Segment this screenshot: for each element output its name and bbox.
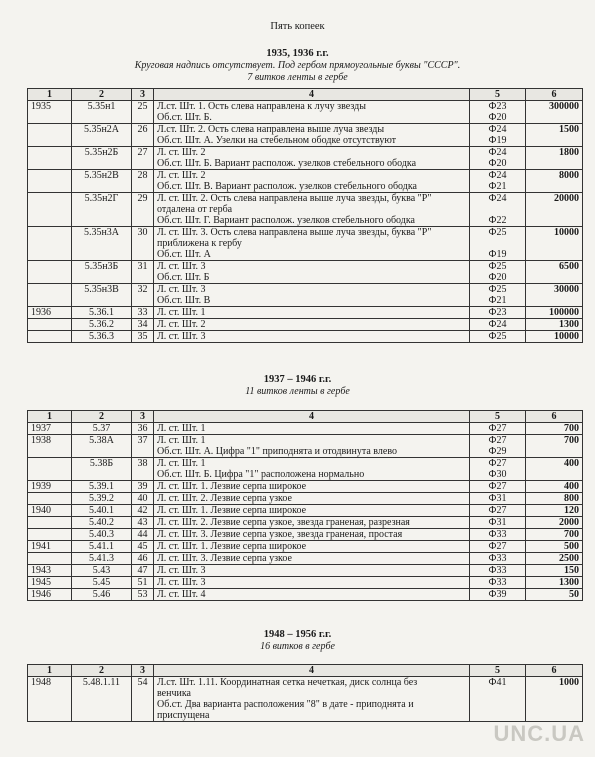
die-line: Ф33 [488,529,507,540]
year-cell: 1946 [28,589,72,601]
description-line: Л. ст. Шт. 3 [157,261,206,272]
catalog-table-1935 [27,88,583,343]
description-cell [154,101,470,124]
number-cell: 25 [132,101,154,124]
die-cell [470,435,526,458]
number-cell: 27 [132,147,154,170]
code-cell: 5.35н2В [72,170,132,193]
description-cell [154,147,470,170]
year-cell: 1935 [28,101,72,124]
code-cell: 5.37 [72,423,132,435]
description-cell [154,589,470,601]
number-cell: 44 [132,529,154,541]
section-subtitle-1948 [0,641,595,653]
year-cell [28,458,72,481]
description-cell [154,493,470,505]
description-line: Л. ст. Шт. 3. Лезвие серпа узкое, звезда граненая, простая [157,529,403,540]
die-line [473,238,522,249]
description-cell [154,331,470,343]
year-cell [28,147,72,170]
subtitle-line: 16 витков в гербе [260,641,335,652]
header-cell: 5 [470,665,526,677]
header-cell: 4 [154,411,470,423]
description-line: Л.ст. Шт. 1.11. Координатная сетка нечеткая, диск солнца без [157,677,418,688]
header-cell: 2 [72,411,132,423]
die-line: Ф23 [488,101,507,112]
code-cell: 5.38А [72,435,132,458]
year-cell: 1941 [28,541,72,553]
die-cell [470,227,526,261]
table-row [28,517,583,529]
header-cell: 4 [154,665,470,677]
table-row [28,493,583,505]
die-line: Ф27 [488,435,507,446]
die-line: Ф29 [488,446,507,457]
code-cell: 5.35н2А [72,124,132,147]
table-row [28,193,583,227]
description-cell [154,517,470,529]
number-cell: 31 [132,261,154,284]
die-line: Ф31 [488,517,507,528]
description-line: Л. ст. Шт. 4 [157,589,206,600]
description-line: Об.ст. Два варианта расположения "8" в дате - приподнята и [157,699,414,710]
code-cell: 5.35н3В [72,284,132,307]
code-cell: 5.40.1 [72,505,132,517]
description-cell [154,481,470,493]
table-row [28,677,583,722]
price-cell: 1000 [526,677,583,722]
die-cell [470,505,526,517]
header-cell: 6 [526,411,583,423]
description-line: Об.ст. Шт. А. Узелки на стебельном ободке отсутствуют [157,135,397,146]
description-cell [154,458,470,481]
code-cell: 5.35н2Г [72,193,132,227]
year-cell [28,553,72,565]
table-row [28,565,583,577]
header-cell: 4 [154,89,470,101]
description-cell [154,435,470,458]
die-cell [470,589,526,601]
die-line: Ф31 [488,493,507,504]
die-cell [470,565,526,577]
code-cell: 5.38Б [72,458,132,481]
die-cell [470,261,526,284]
description-line: Л. ст. Шт. 1. Лезвие серпа широкое [157,541,307,552]
code-cell: 5.40.3 [72,529,132,541]
subtitle-line: 11 витков ленты в гербе [245,386,350,397]
year-cell: 1936 [28,307,72,319]
code-cell: 5.39.1 [72,481,132,493]
table-row [28,589,583,601]
description-line: Об.ст. Шт. Б. Цифра "1" расположена нормально [157,469,365,480]
description-line: Об.ст. Шт. Б. Вариант располож. узелков стебельного ободка [157,158,417,169]
price-cell: 500 [526,541,583,553]
table-row [28,101,583,124]
description-cell [154,553,470,565]
die-cell [470,193,526,227]
die-line: Ф24 [488,147,507,158]
code-cell: 5.35н1 [72,101,132,124]
die-cell [470,517,526,529]
year-cell [28,493,72,505]
die-cell [470,541,526,553]
year-cell: 1938 [28,435,72,458]
description-line: Об.ст. Шт. В. Вариант располож. узелков стебельного ободка [157,181,417,192]
die-cell [470,677,526,722]
code-cell: 5.35н2Б [72,147,132,170]
year-cell: 1940 [28,505,72,517]
description-line: Об.ст. Шт. А [157,249,211,260]
die-line: Ф24 [488,319,507,330]
code-cell: 5.35н3Б [72,261,132,284]
description-cell [154,261,470,284]
year-cell [28,227,72,261]
table-row [28,577,583,589]
description-line: Л. ст. Шт. 2. Ость слева направлена выше луча звезды, буква "Р" [157,193,432,204]
price-cell: 300000 [526,101,583,124]
die-cell [470,147,526,170]
die-line: Ф24 [488,170,507,181]
header-cell: 6 [526,665,583,677]
description-cell [154,193,470,227]
price-cell: 1300 [526,577,583,589]
header-cell: 6 [526,89,583,101]
subtitle-line: Круговая надпись отсутствует. Под гербом прямоугольные буквы "СССР". [134,60,461,71]
description-line: отдалена от герба [157,204,233,215]
die-line: Ф25 [488,261,507,272]
die-line: Ф39 [488,589,507,600]
description-line: Л.ст. Шт. 1. Ость слева направлена к лучу звезды [157,101,366,112]
price-cell: 1300 [526,319,583,331]
description-line: Об.ст. Шт. Б. [157,112,212,123]
year-cell: 1937 [28,423,72,435]
number-cell: 47 [132,565,154,577]
table-row [28,170,583,193]
code-cell: 5.45 [72,577,132,589]
code-cell: 5.36.3 [72,331,132,343]
table-row [28,124,583,147]
die-cell [470,458,526,481]
number-cell: 30 [132,227,154,261]
price-cell: 8000 [526,170,583,193]
price-cell: 120 [526,505,583,517]
die-cell [470,319,526,331]
description-line: Л. ст. Шт. 2 [157,319,206,330]
header-row [28,411,583,423]
code-cell: 5.48.1.11 [72,677,132,722]
die-line [473,204,522,215]
die-line: Ф25 [488,331,507,342]
die-line: Ф30 [488,469,507,480]
header-row [28,665,583,677]
table-row [28,529,583,541]
year-cell [28,170,72,193]
die-cell [470,124,526,147]
table-row [28,331,583,343]
year-cell [28,529,72,541]
description-line: Л. ст. Шт. 2. Лезвие серпа узкое [157,493,292,504]
die-line: Ф21 [488,181,507,192]
header-cell: 1 [28,411,72,423]
table-row [28,147,583,170]
die-cell [470,170,526,193]
number-cell: 26 [132,124,154,147]
price-cell: 2500 [526,553,583,565]
die-line: Ф22 [488,215,507,226]
header-cell: 2 [72,89,132,101]
description-line: Л. ст. Шт. 3. Ость слева направлена выше луча звезды, буква "Р" [157,227,432,238]
price-cell: 2000 [526,517,583,529]
code-cell: 5.39.2 [72,493,132,505]
number-cell: 43 [132,517,154,529]
number-cell: 34 [132,319,154,331]
number-cell: 39 [132,481,154,493]
subtitle-line: 7 витков ленты в гербе [247,72,348,83]
price-cell: 1800 [526,147,583,170]
header-cell: 5 [470,411,526,423]
description-line: Л. ст. Шт. 1 [157,423,206,434]
price-cell: 150 [526,565,583,577]
description-cell [154,565,470,577]
description-line: Об.ст. Шт. В [157,295,211,306]
die-line: Ф23 [488,307,507,318]
die-line: Ф24 [488,193,507,204]
description-line: Об.ст. Шт. Б [157,272,210,283]
table-row [28,458,583,481]
description-line: приспущена [157,710,210,721]
code-cell: 5.41.3 [72,553,132,565]
number-cell: 54 [132,677,154,722]
code-cell: 5.41.1 [72,541,132,553]
description-cell [154,677,470,722]
table-row [28,307,583,319]
number-cell: 36 [132,423,154,435]
die-cell [470,577,526,589]
table-row [28,261,583,284]
description-cell [154,529,470,541]
number-cell: 29 [132,193,154,227]
description-cell [154,284,470,307]
die-line: Ф33 [488,565,507,576]
die-line: Ф19 [488,135,507,146]
description-line: Л. ст. Шт. 3 [157,331,206,342]
catalog-table-1948 [27,664,583,722]
header-cell: 1 [28,89,72,101]
description-cell [154,307,470,319]
code-cell: 5.36.1 [72,307,132,319]
price-cell: 800 [526,493,583,505]
number-cell: 53 [132,589,154,601]
number-cell: 37 [132,435,154,458]
description-line: Л. ст. Шт. 1 [157,458,206,469]
description-line: Об.ст. Шт. Г. Вариант располож. узелков стебельного ободка [157,215,415,226]
header-row [28,89,583,101]
price-cell: 700 [526,423,583,435]
price-cell: 700 [526,435,583,458]
description-line: приближена к гербу [157,238,242,249]
die-line: Ф33 [488,577,507,588]
number-cell: 42 [132,505,154,517]
die-line: Ф19 [488,249,507,260]
section-title-1935: 1935, 1936 г.г. [266,48,329,59]
description-cell [154,170,470,193]
die-line: Ф27 [488,423,507,434]
year-cell [28,319,72,331]
price-cell: 50 [526,589,583,601]
price-cell: 30000 [526,284,583,307]
year-cell [28,124,72,147]
number-cell: 45 [132,541,154,553]
table-row [28,541,583,553]
header-cell: 3 [132,411,154,423]
price-cell: 10000 [526,331,583,343]
price-cell: 1500 [526,124,583,147]
description-cell [154,541,470,553]
die-line: Ф27 [488,505,507,516]
header-cell: 3 [132,89,154,101]
code-cell: 5.46 [72,589,132,601]
table-row [28,505,583,517]
page-title: Пять копеек [270,21,325,32]
number-cell: 51 [132,577,154,589]
die-line: Ф33 [488,553,507,564]
header-cell: 2 [72,665,132,677]
description-cell [154,505,470,517]
die-line: Ф27 [488,458,507,469]
die-line: Ф21 [488,295,507,306]
code-cell: 5.40.2 [72,517,132,529]
year-cell [28,331,72,343]
price-cell: 6500 [526,261,583,284]
year-cell [28,284,72,307]
die-cell [470,307,526,319]
die-line: Ф41 [488,677,507,688]
description-cell [154,423,470,435]
table-row [28,284,583,307]
die-cell [470,529,526,541]
die-cell [470,101,526,124]
table-row [28,423,583,435]
table-row [28,553,583,565]
section-subtitle-1935 [0,60,595,84]
description-line: Л. ст. Шт. 3 [157,577,206,588]
die-line: Ф20 [488,272,507,283]
description-line: Л. ст. Шт. 2 [157,170,206,181]
section-title-1937: 1937 – 1946 г.г. [263,374,332,385]
description-line: Л. ст. Шт. 3 [157,284,206,295]
description-line: Л. ст. Шт. 3 [157,565,206,576]
table-row [28,435,583,458]
year-cell: 1948 [28,677,72,722]
die-cell [470,284,526,307]
section-subtitle-1937 [0,386,595,398]
table-row [28,481,583,493]
die-line: Ф25 [488,284,507,295]
description-cell [154,319,470,331]
header-cell: 3 [132,665,154,677]
price-cell: 400 [526,458,583,481]
description-cell [154,577,470,589]
description-line: Л. ст. Шт. 1 [157,435,206,446]
die-line: Ф24 [488,124,507,135]
die-cell [470,493,526,505]
number-cell: 38 [132,458,154,481]
code-cell: 5.43 [72,565,132,577]
number-cell: 35 [132,331,154,343]
header-cell: 5 [470,89,526,101]
die-cell [470,553,526,565]
table-row [28,319,583,331]
table-row [28,227,583,261]
year-cell: 1943 [28,565,72,577]
description-line: Л. ст. Шт. 1. Лезвие серпа широкое [157,481,307,492]
price-cell: 400 [526,481,583,493]
description-line: Л. ст. Шт. 2. Лезвие серпа узкое, звезда граненая, разрезная [157,517,410,528]
description-line: Об.ст. Шт. А. Цифра "1" приподнята и отодвинута влево [157,446,397,457]
die-cell [470,481,526,493]
description-line: Л.ст. Шт. 2. Ость слева направлена выше луча звезды [157,124,385,135]
watermark-logo: UNC.UA [493,721,585,746]
number-cell: 33 [132,307,154,319]
description-cell [154,124,470,147]
section-title-1948: 1948 – 1956 г.г. [263,629,332,640]
number-cell: 32 [132,284,154,307]
number-cell: 28 [132,170,154,193]
die-line: Ф27 [488,541,507,552]
die-cell [470,423,526,435]
number-cell: 40 [132,493,154,505]
price-cell: 20000 [526,193,583,227]
die-line: Ф20 [488,158,507,169]
price-cell: 10000 [526,227,583,261]
description-cell [154,227,470,261]
description-line: Л. ст. Шт. 3. Лезвие серпа узкое [157,553,292,564]
price-cell: 700 [526,529,583,541]
die-line: Ф25 [488,227,507,238]
description-line: Л. ст. Шт. 1 [157,307,206,318]
description-line: Л. ст. Шт. 1. Лезвие серпа широкое [157,505,307,516]
description-line: венчика [157,688,191,699]
code-cell: 5.35н3А [72,227,132,261]
header-cell: 1 [28,665,72,677]
description-line: Л. ст. Шт. 2 [157,147,206,158]
year-cell [28,261,72,284]
die-line: Ф20 [488,112,507,123]
year-cell: 1945 [28,577,72,589]
catalog-table-1937 [27,410,583,601]
die-line: Ф27 [488,481,507,492]
number-cell: 46 [132,553,154,565]
year-cell [28,193,72,227]
code-cell: 5.36.2 [72,319,132,331]
year-cell: 1939 [28,481,72,493]
price-cell: 100000 [526,307,583,319]
die-cell [470,331,526,343]
year-cell [28,517,72,529]
